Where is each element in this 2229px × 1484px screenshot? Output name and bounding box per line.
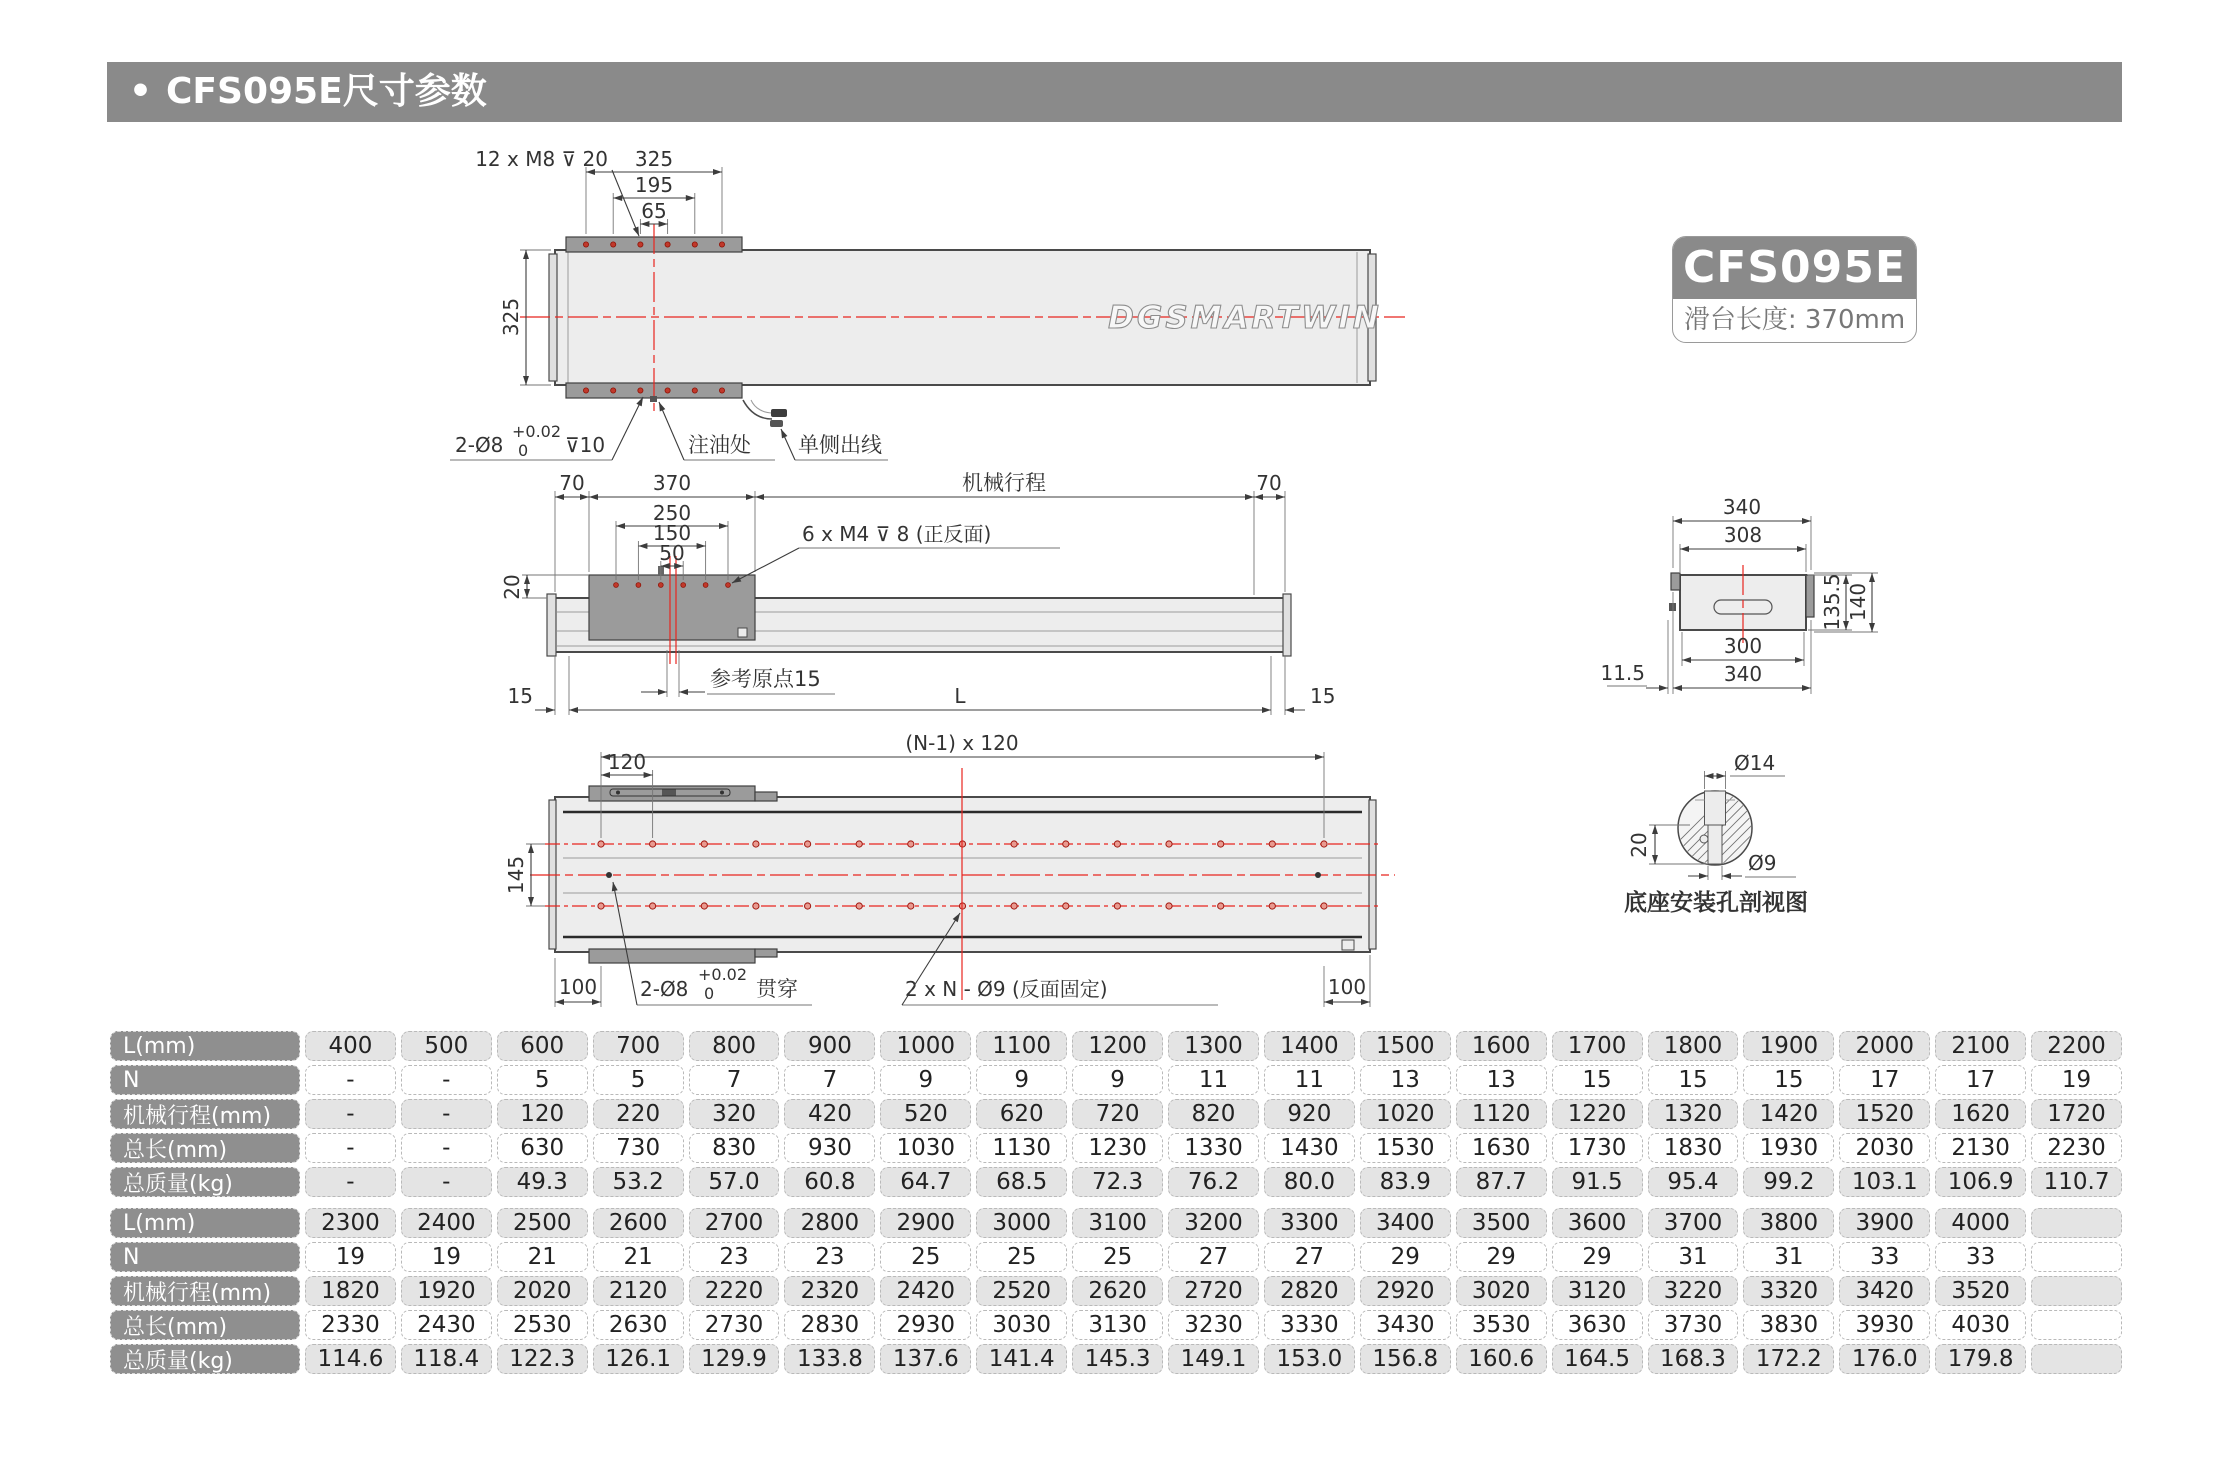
table-cell: 145.3 (1072, 1344, 1163, 1374)
table-cell: 1730 (1552, 1133, 1643, 1163)
table-cell: 2820 (1264, 1276, 1355, 1306)
table-cell: 730 (593, 1133, 684, 1163)
table-cell: 2630 (593, 1310, 684, 1340)
title-bullet-icon: • (129, 71, 153, 112)
table-cell: 3320 (1743, 1276, 1834, 1306)
table-cell: 68.5 (976, 1167, 1067, 1197)
table-row-label: 总长(mm) (110, 1310, 300, 1340)
table-cell: 930 (784, 1133, 875, 1163)
table-cell: 1820 (305, 1276, 396, 1306)
table-cell: 64.7 (880, 1167, 971, 1197)
table-cell: 2800 (784, 1208, 875, 1238)
table-cell: 118.4 (401, 1344, 492, 1374)
table-cell: 700 (593, 1031, 684, 1061)
table-cell: 1700 (1552, 1031, 1643, 1061)
table-cell: 3530 (1456, 1310, 1547, 1340)
table-cell: 2220 (689, 1276, 780, 1306)
dim-pitch-label: (N-1) x 120 (905, 731, 1019, 755)
table-cell: 2000 (1839, 1031, 1930, 1061)
through-hole-tol-lower: 0 (704, 984, 715, 1003)
table-cell: 2100 (1935, 1031, 2026, 1061)
table-cell: 3100 (1072, 1208, 1163, 1238)
table-row-label: L(mm) (110, 1208, 300, 1238)
table-row-label: 机械行程(mm) (110, 1276, 300, 1306)
table-cell: 23 (689, 1242, 780, 1272)
table-cell: 1920 (401, 1276, 492, 1306)
table-cell: 106.9 (1935, 1167, 2026, 1197)
table-cell: 2920 (1360, 1276, 1451, 1306)
table-cell: 2500 (497, 1208, 588, 1238)
table-cell: 1330 (1168, 1133, 1259, 1163)
table-cell: 3630 (1552, 1310, 1643, 1340)
table-cell: 2530 (497, 1310, 588, 1340)
table-cell: 3330 (1264, 1310, 1355, 1340)
dim-100-right-label: 100 (1327, 975, 1367, 999)
table-cell: 2600 (593, 1208, 684, 1238)
table-row-label: N (110, 1065, 300, 1095)
model-name: CFS095E (1673, 237, 1916, 299)
stroke-label: 机械行程 (962, 471, 1046, 495)
dim-250-label: 250 (652, 501, 692, 525)
table-cell: 3830 (1743, 1310, 1834, 1340)
table-cell: 9 (976, 1065, 1067, 1095)
table-cell: 420 (784, 1099, 875, 1129)
table-row-label: 总质量(kg) (110, 1167, 300, 1197)
table-cell: 53.2 (593, 1167, 684, 1197)
table-cell: 2200 (2031, 1031, 2122, 1061)
table-row-label: 总质量(kg) (110, 1344, 300, 1374)
table-cell: 2830 (784, 1310, 875, 1340)
table-cell: 2730 (689, 1310, 780, 1340)
spec-table-1 (110, 1031, 2122, 1197)
table-cell: 720 (1072, 1099, 1163, 1129)
table-cell: 2400 (401, 1208, 492, 1238)
table-cell: 99.2 (1743, 1167, 1834, 1197)
table-cell (2031, 1276, 2122, 1306)
table-cell: 3930 (1839, 1310, 1930, 1340)
dim-11-5-label: 11.5 (1600, 661, 1645, 685)
table-cell: 33 (1839, 1242, 1930, 1272)
through-hole-tol-upper: +0.02 (698, 965, 748, 984)
dim-195-label: 195 (634, 173, 674, 197)
table-cell: 133.8 (784, 1344, 875, 1374)
table-cell: 29 (1552, 1242, 1643, 1272)
table-cell: - (305, 1167, 396, 1197)
table-cell: 1400 (1264, 1031, 1355, 1061)
table-cell: 1220 (1552, 1099, 1643, 1129)
table-cell: 103.1 (1839, 1167, 1930, 1197)
table-cell: 2230 (2031, 1133, 2122, 1163)
table-cell: 1320 (1648, 1099, 1739, 1129)
table-cell: 164.5 (1552, 1344, 1643, 1374)
table-cell: 2030 (1839, 1133, 1930, 1163)
through-hole-suffix: 贯穿 (756, 977, 798, 1001)
pin-hole-depth: ⊽10 (565, 433, 606, 457)
dim-145-label: 145 (504, 855, 528, 895)
table-cell: 400 (305, 1031, 396, 1061)
table-cell: - (401, 1099, 492, 1129)
table-cell: 31 (1743, 1242, 1834, 1272)
reference-origin-label: 参考原点15 (710, 667, 821, 691)
table-cell: 1120 (1456, 1099, 1547, 1129)
table-cell: 1600 (1456, 1031, 1547, 1061)
dim-50-label: 50 (659, 541, 685, 565)
table-cell: 4000 (1935, 1208, 2026, 1238)
table-cell: 600 (497, 1031, 588, 1061)
table-cell: 11 (1168, 1065, 1259, 1095)
table-cell: 3600 (1552, 1208, 1643, 1238)
table-cell: 17 (1839, 1065, 1930, 1095)
table-cell: 1300 (1168, 1031, 1259, 1061)
dim-20-depth-label: 20 (1627, 832, 1651, 858)
table-cell: 25 (880, 1242, 971, 1272)
table-cell: 2330 (305, 1310, 396, 1340)
table-cell (2031, 1344, 2122, 1374)
table-cell: 172.2 (1743, 1344, 1834, 1374)
table-cell: 2620 (1072, 1276, 1163, 1306)
table-cell: 3500 (1456, 1208, 1547, 1238)
table-row-label: L(mm) (110, 1031, 300, 1061)
table-cell: 1520 (1839, 1099, 1930, 1129)
cable (743, 400, 772, 419)
dim-300-label: 300 (1723, 634, 1763, 658)
table-cell: 29 (1360, 1242, 1451, 1272)
mount-holes-note: 2 x N - Ø9 (反面固定) (905, 977, 1108, 1001)
table-cell: 83.9 (1360, 1167, 1451, 1197)
table-cell: 179.8 (1935, 1344, 2026, 1374)
table-row-label: 机械行程(mm) (110, 1099, 300, 1129)
thread-note-12xM8: 12 x M8 ⊽ 20 (475, 147, 608, 171)
bottom-carriage-plate-bottom (589, 949, 755, 963)
table-cell: 21 (593, 1242, 684, 1272)
table-cell: 27 (1264, 1242, 1355, 1272)
table-cell: 110.7 (2031, 1167, 2122, 1197)
table-cell: 13 (1360, 1065, 1451, 1095)
dim-70-right-label: 70 (1256, 471, 1282, 495)
table-cell: 122.3 (497, 1344, 588, 1374)
table-cell: 7 (689, 1065, 780, 1095)
table-cell: 15 (1552, 1065, 1643, 1095)
table-cell: 630 (497, 1133, 588, 1163)
table-cell: 3230 (1168, 1310, 1259, 1340)
table-cell (2031, 1310, 2122, 1340)
table-cell: 19 (401, 1242, 492, 1272)
table-cell: 830 (689, 1133, 780, 1163)
pin-hole-left (606, 872, 612, 878)
table-cell: 1430 (1264, 1133, 1355, 1163)
table-cell: 1900 (1743, 1031, 1834, 1061)
table-cell: 3020 (1456, 1276, 1547, 1306)
table-cell: 149.1 (1168, 1344, 1259, 1374)
table-cell: 1420 (1743, 1099, 1834, 1129)
table-cell: 80.0 (1264, 1167, 1355, 1197)
table-cell: 1020 (1360, 1099, 1451, 1129)
dim-340-top-label: 340 (1722, 495, 1762, 519)
dim-15-right-label: 15 (1310, 684, 1336, 708)
table-cell: 1100 (976, 1031, 1067, 1061)
table-cell: 3520 (1935, 1276, 2026, 1306)
bottom-view (504, 731, 1395, 1007)
table-cell (2031, 1208, 2122, 1238)
table-cell: 3420 (1839, 1276, 1930, 1306)
table-cell: 2430 (401, 1310, 492, 1340)
table-cell: 2130 (1935, 1133, 2026, 1163)
table-cell: 2520 (976, 1276, 1067, 1306)
table-cell: 3120 (1552, 1276, 1643, 1306)
table-cell: 126.1 (593, 1344, 684, 1374)
table-cell: 900 (784, 1031, 875, 1061)
dim-phi9-label: Ø9 (1748, 851, 1777, 875)
table-cell: 1620 (1935, 1099, 2026, 1129)
table-cell: 25 (976, 1242, 1067, 1272)
table-cell: 15 (1743, 1065, 1834, 1095)
table-cell: 3220 (1648, 1276, 1739, 1306)
table-cell: - (401, 1167, 492, 1197)
table-cell: 2700 (689, 1208, 780, 1238)
table-cell: 23 (784, 1242, 875, 1272)
table-cell: 29 (1456, 1242, 1547, 1272)
spec-table-2 (110, 1208, 2122, 1374)
table-cell: 27 (1168, 1242, 1259, 1272)
table-cell: 129.9 (689, 1344, 780, 1374)
table-cell: - (305, 1099, 396, 1129)
slide-length-label: 滑台长度: 370mm (1683, 305, 1906, 335)
table-cell: 19 (305, 1242, 396, 1272)
table-row-label: N (110, 1242, 300, 1272)
table-cell: 3130 (1072, 1310, 1163, 1340)
top-view (450, 147, 1405, 460)
table-cell: 1000 (880, 1031, 971, 1061)
detail-caption: 底座安装孔剖视图 (1624, 890, 1808, 916)
table-cell: 60.8 (784, 1167, 875, 1197)
table-cell: 11 (1264, 1065, 1355, 1095)
table-cell: 2420 (880, 1276, 971, 1306)
dim-65-label: 65 (641, 199, 667, 223)
table-cell: 5 (593, 1065, 684, 1095)
table-cell: - (401, 1133, 492, 1163)
table-cell: 3900 (1839, 1208, 1930, 1238)
table-cell: 76.2 (1168, 1167, 1259, 1197)
table-cell: 49.3 (497, 1167, 588, 1197)
grease-nipple (650, 396, 657, 402)
table-cell: 7 (784, 1065, 875, 1095)
table-cell: 3000 (976, 1208, 1067, 1238)
table-cell: 1720 (2031, 1099, 2122, 1129)
table-row-label: 总长(mm) (110, 1133, 300, 1163)
table-cell: 320 (689, 1099, 780, 1129)
table-cell: 2720 (1168, 1276, 1259, 1306)
thread-note-6xM4: 6 x M4 ⊽ 8 (正反面) (802, 522, 992, 546)
table-cell: 1800 (1648, 1031, 1739, 1061)
cable-connector (771, 409, 787, 417)
table-cell: 33 (1935, 1242, 2026, 1272)
table-cell: 31 (1648, 1242, 1739, 1272)
table-cell: 800 (689, 1031, 780, 1061)
dim-325-label: 325 (634, 147, 674, 171)
table-cell: 114.6 (305, 1344, 396, 1374)
table-cell: 21 (497, 1242, 588, 1272)
table-cell: 3800 (1743, 1208, 1834, 1238)
dim-370-label: 370 (652, 471, 692, 495)
table-cell: 1630 (1456, 1133, 1547, 1163)
detail-view (1624, 751, 1878, 916)
through-hole-note: 2-Ø8 (640, 977, 689, 1001)
table-cell: 160.6 (1456, 1344, 1547, 1374)
table-cell: 2930 (880, 1310, 971, 1340)
table-cell: 176.0 (1839, 1344, 1930, 1374)
table-cell: 3400 (1360, 1208, 1451, 1238)
counterbore (1705, 791, 1726, 825)
table-cell: 1500 (1360, 1031, 1451, 1061)
dim-340-bottom-label: 340 (1723, 662, 1763, 686)
table-cell: 520 (880, 1099, 971, 1129)
dim-150-label: 150 (652, 521, 692, 545)
table-cell: 87.7 (1456, 1167, 1547, 1197)
table-cell: 3030 (976, 1310, 1067, 1340)
table-cell: 120 (497, 1099, 588, 1129)
table-cell: 500 (401, 1031, 492, 1061)
through-hole (1708, 825, 1722, 864)
table-cell: 3300 (1264, 1208, 1355, 1238)
table-cell: 168.3 (1648, 1344, 1739, 1374)
table-cell: 2900 (880, 1208, 971, 1238)
table-cell: 13 (1456, 1065, 1547, 1095)
dim-70-left-label: 70 (559, 471, 585, 495)
table-cell: 153.0 (1264, 1344, 1355, 1374)
table-cell: 25 (1072, 1242, 1163, 1272)
cable-exit-label: 单侧出线 (798, 433, 882, 457)
table-cell: 3430 (1360, 1310, 1451, 1340)
table-cell: 220 (593, 1099, 684, 1129)
table-cell: 4030 (1935, 1310, 2026, 1340)
dim-120-label: 120 (607, 750, 647, 774)
dim-325v-label: 325 (499, 297, 523, 337)
table-cell: 137.6 (880, 1344, 971, 1374)
table-cell: 3200 (1168, 1208, 1259, 1238)
dim-15-left-label: 15 (507, 684, 533, 708)
table-cell: 95.4 (1648, 1167, 1739, 1197)
table-cell: 620 (976, 1099, 1067, 1129)
section-view (1600, 495, 1878, 694)
table-cell: 1030 (880, 1133, 971, 1163)
dim-20-label: 20 (500, 574, 524, 600)
table-cell: 1230 (1072, 1133, 1163, 1163)
table-cell: 820 (1168, 1099, 1259, 1129)
table-cell: - (305, 1133, 396, 1163)
table-cell: 1930 (1743, 1133, 1834, 1163)
table-cell: 57.0 (689, 1167, 780, 1197)
table-cell: 2320 (784, 1276, 875, 1306)
table-cell: - (401, 1065, 492, 1095)
table-cell: 3700 (1648, 1208, 1739, 1238)
table-cell: 141.4 (976, 1344, 1067, 1374)
dim-L-label: L (954, 684, 966, 708)
table-cell: 9 (880, 1065, 971, 1095)
dim-140-label: 140 (1846, 582, 1870, 622)
table-cell: 1200 (1072, 1031, 1163, 1061)
dim-135-5-label: 135.5 (1820, 573, 1844, 631)
table-cell: - (305, 1065, 396, 1095)
table-cell: 19 (2031, 1065, 2122, 1095)
table-cell: 15 (1648, 1065, 1739, 1095)
table-cell: 9 (1072, 1065, 1163, 1095)
title-text: CFS095E尺寸参数 (166, 71, 487, 112)
table-cell: 2300 (305, 1208, 396, 1238)
table-cell: 5 (497, 1065, 588, 1095)
oil-port-label: 注油处 (688, 433, 751, 457)
dim-308-label: 308 (1723, 523, 1763, 547)
table-cell: 2120 (593, 1276, 684, 1306)
dim-100-left-label: 100 (558, 975, 598, 999)
table-cell: 91.5 (1552, 1167, 1643, 1197)
table-cell: 920 (1264, 1099, 1355, 1129)
pin-hole-tol-upper: +0.02 (512, 422, 562, 441)
table-cell: 1130 (976, 1133, 1067, 1163)
table-cell: 156.8 (1360, 1344, 1451, 1374)
side-view (500, 471, 1335, 715)
table-cell: 17 (1935, 1065, 2026, 1095)
pin-hole-right (1315, 872, 1321, 878)
table-cell: 3730 (1648, 1310, 1739, 1340)
dim-phi14-label: Ø14 (1734, 751, 1776, 775)
table-cell (2031, 1242, 2122, 1272)
brand-logo: DGSMARTWIN (1108, 300, 1382, 336)
table-cell: 2020 (497, 1276, 588, 1306)
pin-hole-tol-lower: 0 (518, 441, 529, 460)
table-cell: 1530 (1360, 1133, 1451, 1163)
table-cell: 72.3 (1072, 1167, 1163, 1197)
pin-hole-note: 2-Ø8 (455, 433, 504, 457)
table-cell: 1830 (1648, 1133, 1739, 1163)
